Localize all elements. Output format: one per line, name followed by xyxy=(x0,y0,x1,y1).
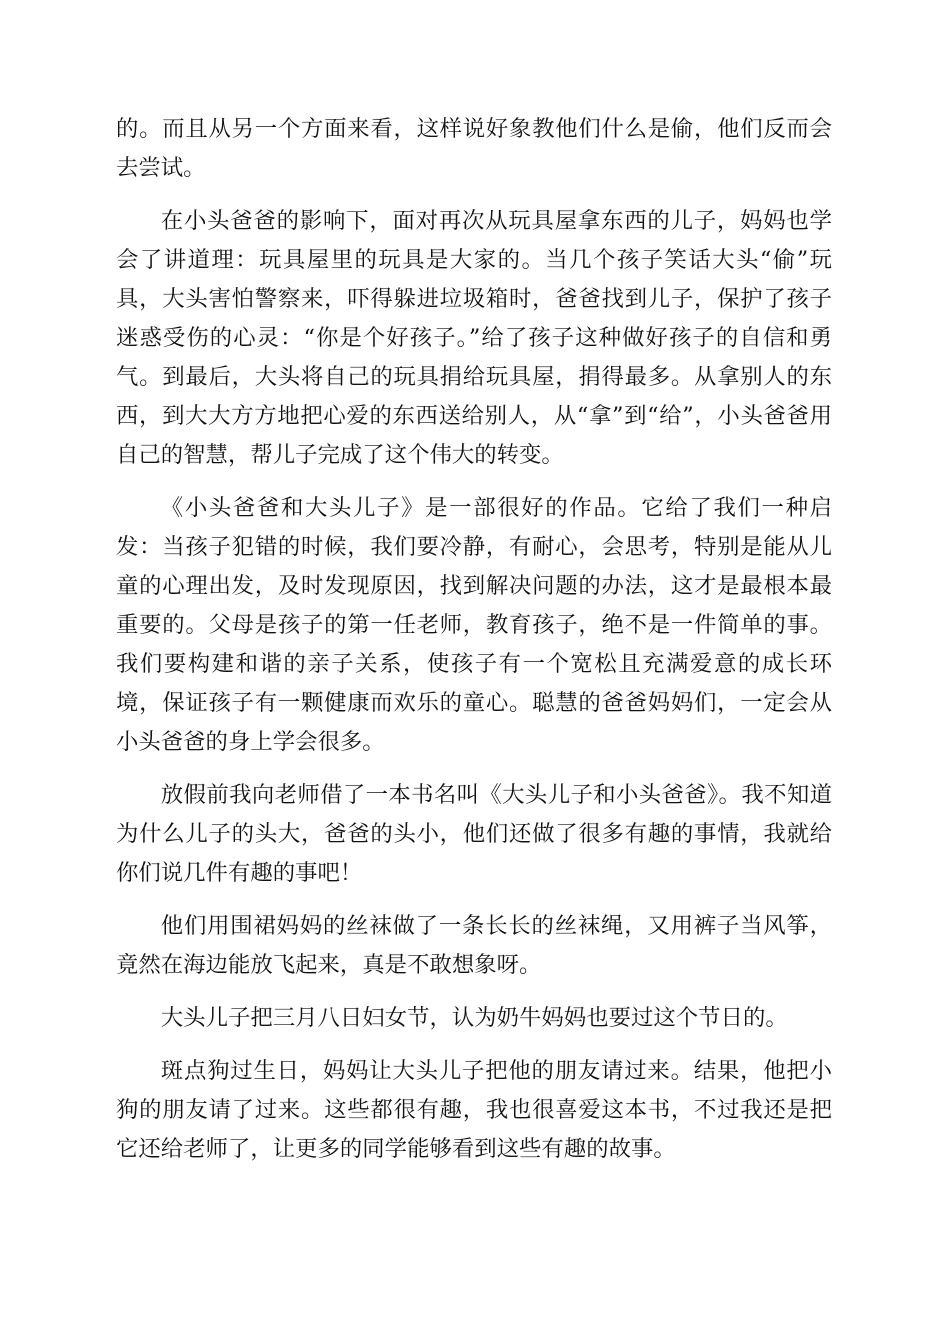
paragraph: 《小头爸爸和大头儿子》是一部很好的作品。它给了我们一种启发：当孩子犯错的时候，我们要冷静，有耐心，会思考，特别是能从儿童的心理出发，及时发现原因，找到解决问题的办法，这才是最根本最重要的。父母是孩子的第一任老师，教育孩子，绝不是一件简单的事。我们要构建和谐的亲子关系，使孩子有一个宽松且充满爱意的成长环境，保证孩子有一颗健康而欢乐的童心。聪慧的爸爸妈妈们，一定会从小头爸爸的身上学会很多。 xyxy=(116,495,832,755)
paragraph-continued: 的。而且从另一个方面来看，这样说好象教他们什么是偷，他们反而会去尝试。 xyxy=(116,116,832,181)
paragraph: 放假前我向老师借了一本书名叫《大头儿子和小头爸爸》。我不知道为什么儿子的头大，爸爸的头小，他们还做了很多有趣的事情，我就给你们说几件有趣的事吧！ xyxy=(116,782,832,886)
paragraph: 在小头爸爸的影响下，面对再次从玩具屋拿东西的儿子，妈妈也学会了讲道理：玩具屋里的玩具是大家的。当几个孩子笑话大头“偷”玩具，大头害怕警察来，吓得躲进垃圾箱时，爸爸找到儿子，保护了孩子迷惑受伤的心灵：“你是个好孩子。”给了孩子这种做好孩子的自信和勇气。到最后，大头将自己的玩具捐给玩具屋，捐得最多。从拿别人的东西，到大大方方地把心爱的东西送给别人，从“拿”到“给”，小头爸爸用自己的智慧，帮儿子完成了这个伟大的转变。 xyxy=(116,208,832,468)
paragraph: 他们用围裙妈妈的丝袜做了一条长长的丝袜绳，又用裤子当风筝，竟然在海边能放飞起来，真是不敢想象呀。 xyxy=(116,913,832,978)
document-body xyxy=(116,110,832,1183)
paragraph: 大头儿子把三月八日妇女节，认为奶牛妈妈也要过这个节日的。 xyxy=(160,1005,788,1031)
paragraph: 斑点狗过生日，妈妈让大头儿子把他的朋友请过来。结果，他把小狗的朋友请了过来。这些都很有趣，我也很喜爱这本书，不过我还是把它还给老师了，让更多的同学能够看到这些有趣的故事。 xyxy=(116,1058,832,1162)
